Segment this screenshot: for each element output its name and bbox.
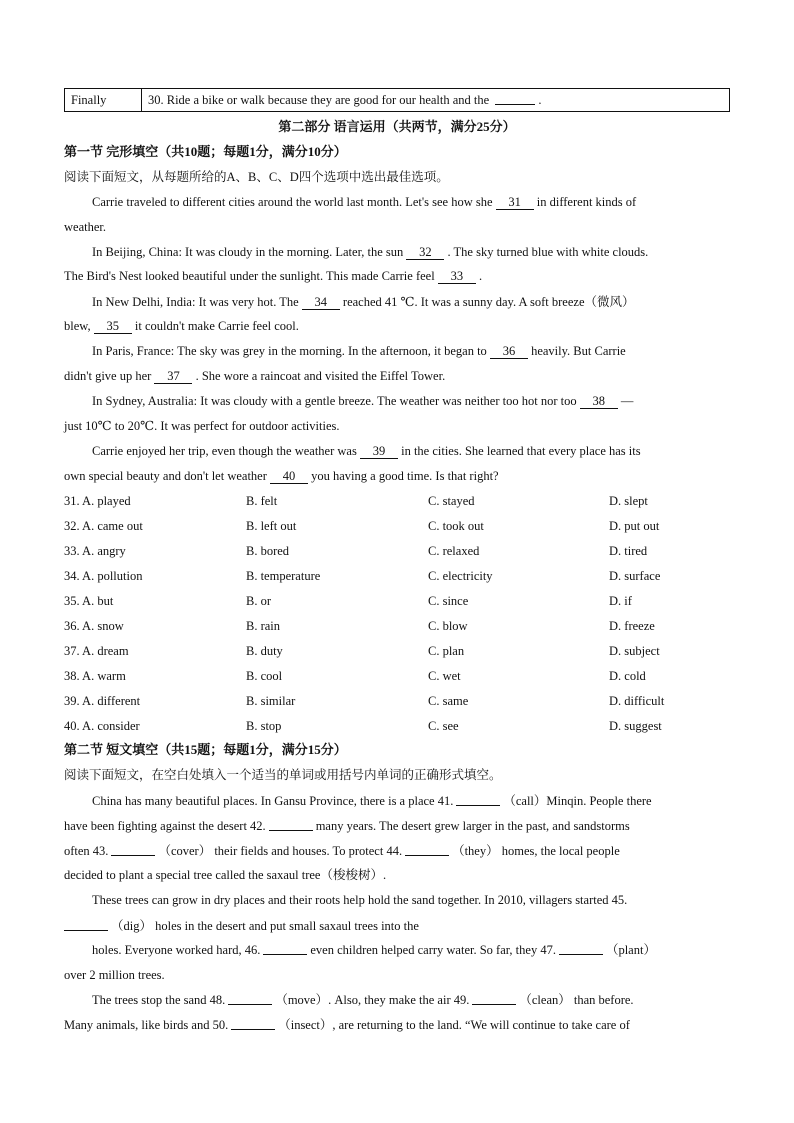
option-a[interactable]: 39. A. different <box>64 694 141 708</box>
passage-line: own special beauty and don't let weather 40 you having a good time. Is that right? <box>64 469 499 483</box>
option-d[interactable]: D. tired <box>609 544 648 558</box>
passage-line: China has many beautiful places. In Gansu Province, there is a place 41. （call）Minqin. People there <box>92 794 652 808</box>
option-b[interactable]: B. or <box>246 594 271 608</box>
option-b[interactable]: B. left out <box>246 519 297 533</box>
table-cell-label: Finally <box>65 89 142 112</box>
option-d[interactable]: D. subject <box>609 644 660 658</box>
option-a[interactable]: 36. A. snow <box>64 619 124 633</box>
option-d[interactable]: D. if <box>609 594 632 608</box>
passage-line: Carrie traveled to different cities around the world last month. Let's see how she 31 in different kinds of <box>92 195 637 209</box>
blank-34: 34 <box>302 296 340 310</box>
passage-line: The Bird's Nest looked beautiful under the sunlight. This made Carrie feel 33 . <box>64 269 483 283</box>
option-d[interactable]: D. cold <box>609 669 646 683</box>
passage-line: didn't give up her 37 . She wore a raincoat and visited the Eiffel Tower. <box>64 369 446 383</box>
option-b[interactable]: B. duty <box>246 644 283 658</box>
option-d[interactable]: D. slept <box>609 494 648 508</box>
passage-line: Carrie enjoyed her trip, even though the weather was 39 in the cities. She learned that every place has its <box>92 444 641 458</box>
option-c[interactable]: C. blow <box>428 619 468 633</box>
passage-line: These trees can grow in dry places and their roots help hold the sand together. In 2010, villagers started 45. <box>92 893 628 907</box>
option-c[interactable]: C. took out <box>428 519 484 533</box>
passage-line: The trees stop the sand 48. （move）. Also, they make the air 49. （clean） than before. <box>92 993 634 1007</box>
option-d[interactable]: D. freeze <box>609 619 655 633</box>
option-b[interactable]: B. stop <box>246 719 282 733</box>
blank-38: 38 <box>580 395 618 409</box>
option-a[interactable]: 33. A. angry <box>64 544 126 558</box>
blank-37: 37 <box>154 370 192 384</box>
option-a[interactable]: 37. A. dream <box>64 644 129 658</box>
blank-46[interactable] <box>263 942 307 955</box>
passage-line: blew, 35 it couldn't make Carrie feel cool. <box>64 319 299 333</box>
section2-title: 第二节 短文填空（共15题；每题1分，满分15分） <box>64 742 347 757</box>
blank-33: 33 <box>438 270 476 284</box>
option-b[interactable]: B. similar <box>246 694 296 708</box>
blank-32: 32 <box>406 246 444 260</box>
passage-line: In Beijing, China: It was cloudy in the morning. Later, the sun 32 . The sky turned blue with white clouds. <box>92 245 649 259</box>
section2-instructions: 阅读下面短文，在空白处填入一个适当的单词或用括号内单词的正确形式填空。 <box>64 768 502 782</box>
option-b[interactable]: B. felt <box>246 494 278 508</box>
passage-line: （dig） holes in the desert and put small saxaul trees into the <box>64 918 419 934</box>
passage-line: holes. Everyone worked hard, 46. even children helped carry water. So far, they 47. （plant） <box>92 943 656 957</box>
option-c[interactable]: C. relaxed <box>428 544 480 558</box>
blank-43[interactable] <box>111 843 155 856</box>
blank-40: 40 <box>270 470 308 484</box>
blank-44[interactable] <box>405 843 449 856</box>
passage-line: In Paris, France: The sky was grey in the morning. In the afternoon, it began to 36 heavily. But Carrie <box>92 344 626 358</box>
blank-36: 36 <box>490 345 528 359</box>
option-c[interactable]: C. wet <box>428 669 461 683</box>
passage-line: over 2 million trees. <box>64 968 165 982</box>
top-table <box>64 88 730 112</box>
answer-blank[interactable] <box>495 92 535 105</box>
section1-instructions: 阅读下面短文，从每题所给的A、B、C、D四个选项中选出最佳选项。 <box>64 170 449 184</box>
blank-31: 31 <box>496 196 534 210</box>
option-c[interactable]: C. since <box>428 594 469 608</box>
option-a[interactable]: 38. A. warm <box>64 669 126 683</box>
blank-47[interactable] <box>559 942 603 955</box>
option-d[interactable]: D. suggest <box>609 719 662 733</box>
blank-41[interactable] <box>456 793 500 806</box>
blank-45[interactable] <box>64 918 108 931</box>
passage-line: In New Delhi, India: It was very hot. The 34 reached 41 ℃. It was a sunny day. A soft breeze（微风） <box>92 295 635 309</box>
option-a[interactable]: 40. A. consider <box>64 719 140 733</box>
passage-line: have been fighting against the desert 42. many years. The desert grew larger in the past, and sandstorms <box>64 819 630 833</box>
passage-line: In Sydney, Australia: It was cloudy with a gentle breeze. The weather was neither too hot nor too 38 — <box>92 394 634 408</box>
passage-line: decided to plant a special tree called the saxaul tree（梭梭树）. <box>64 868 387 882</box>
passage-line: weather. <box>64 220 106 234</box>
section1-title: 第一节 完形填空（共10题；每题1分，满分10分） <box>64 144 347 159</box>
option-b[interactable]: B. rain <box>246 619 281 633</box>
passage-line: just 10℃ to 20℃. It was perfect for outdoor activities. <box>64 419 340 433</box>
table-cell-text: 30. Ride a bike or walk because they are good for our health and the . <box>142 89 730 112</box>
blank-42[interactable] <box>269 818 313 831</box>
option-b[interactable]: B. temperature <box>246 569 321 583</box>
option-d[interactable]: D. difficult <box>609 694 665 708</box>
option-c[interactable]: C. stayed <box>428 494 475 508</box>
blank-50[interactable] <box>231 1017 275 1030</box>
blank-49[interactable] <box>472 992 516 1005</box>
option-a[interactable]: 34. A. pollution <box>64 569 143 583</box>
blank-39: 39 <box>360 445 398 459</box>
part-title: 第二部分 语言运用（共两节，满分25分） <box>278 119 516 134</box>
option-a[interactable]: 32. A. came out <box>64 519 143 533</box>
passage-line: often 43. （cover） their fields and houses. To protect 44. （they） homes, the local people <box>64 844 620 858</box>
option-b[interactable]: B. bored <box>246 544 290 558</box>
option-c[interactable]: C. see <box>428 719 459 733</box>
option-b[interactable]: B. cool <box>246 669 283 683</box>
option-d[interactable]: D. put out <box>609 519 660 533</box>
blank-35: 35 <box>94 320 132 334</box>
passage-line: Many animals, like birds and 50. （insect）, are returning to the land. “We will continue to take care of <box>64 1018 630 1032</box>
blank-48[interactable] <box>228 992 272 1005</box>
option-c[interactable]: C. plan <box>428 644 465 658</box>
option-c[interactable]: C. electricity <box>428 569 493 583</box>
option-c[interactable]: C. same <box>428 694 469 708</box>
option-a[interactable]: 31. A. played <box>64 494 131 508</box>
option-a[interactable]: 35. A. but <box>64 594 114 608</box>
option-d[interactable]: D. surface <box>609 569 661 583</box>
